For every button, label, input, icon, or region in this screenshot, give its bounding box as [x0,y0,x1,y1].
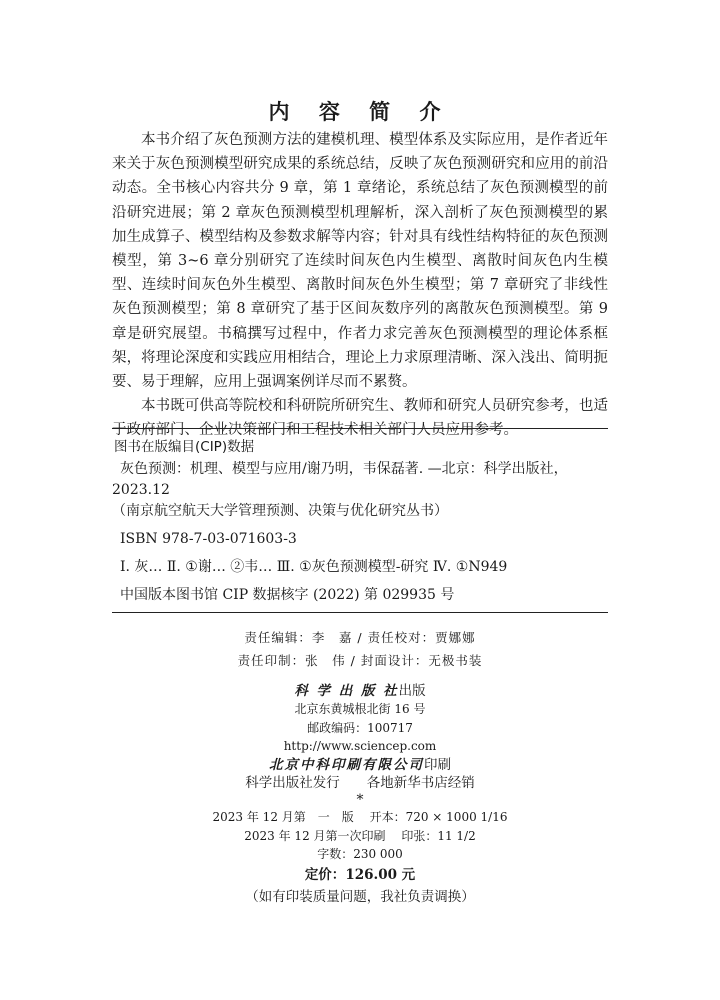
content-summary [112,128,608,443]
distribution-line: 科学出版社发行 各地新华书店经销 [245,775,475,792]
summary-paragraph: 本书既可供高等院校和科研院所研究生、教师和研究人员研究参考，也适于政府部门、企业决策部门和工程技术相关部门人员应用参考。 [112,398,608,439]
separator-star: * [356,792,364,809]
word-count: 字数：230 000 [317,847,403,862]
credits-production: 责任印制：张 伟 / 封面设计：无极书装 [237,653,483,668]
printer-line [0,756,720,774]
publisher-name: 科 学 出 版 社 [294,683,399,699]
price-line [0,864,720,886]
editorial-credits [0,626,720,672]
publisher-line [0,682,720,700]
edition-line: 2023 年 12 月第 一 版 开本：720 × 1000 1/16 [212,810,508,825]
price-label: 定价： [304,866,346,883]
cip-number: 中国版本图书馆 CIP 数据核字 (2022) 第 029935 号 [120,587,455,603]
cip-date-line: 2023.12 [112,482,170,498]
publisher-postcode: 邮政编码：100717 [307,720,413,735]
cip-title-line: 灰色预测：机理、模型与应用/谢乃明，韦保磊著. —北京：科学出版社， [120,461,568,477]
cip-series-line: （南京航空航天大学管理预测、决策与优化研究丛书） [112,503,448,519]
publisher-address: 北京东黄城根北街 16 号 [294,702,426,717]
printing-line: 2023 年 12 月第一次印刷 印张：11 1/2 [244,828,476,843]
publisher-suffix: 出版 [398,683,426,699]
printer-suffix: 印刷 [424,756,451,773]
publication-info [0,682,720,908]
summary-paragraph: 本书介绍了灰色预测方法的建模机理、模型体系及实际应用，是作者近年来关于灰色预测模型研究成果的系统总结，反映了灰色预测研究和应用的前沿动态。全书核心内容共分 9 章，第 1 章绪论，系统总结了灰色预测模型的前沿研究进展；第 2 章灰色预测模型机理解析，深入剖析了灰色预测模型的累加生成算子、模型结构及参数求解等内容；针对具有线性结构特征的灰色预测模型，第 3~6 章分别研究了连续时间灰色内生模型、离散时间灰色内生模型、连续时间灰色外生模型、离散时间灰色外生模型；第 7 章研究了非线性灰色预测模型；第 8 章研究了基于区间灰数序列的离散灰色预测模型。第 9 章是研究展望。书稿撰写过程中，作者力求完善灰色预测模型的理论体系框架，将理论深度和实践应用相结合，理论上力求原理清晰、深入浅出、简明扼要、易于理解，应用上强调案例详尽而不累赘。 [112,132,608,391]
quality-note: （如有印装质量问题，我社负责调换） [245,888,475,905]
page-title: 内 容 简 介 [268,99,452,124]
cip-isbn: ISBN 978-7-03-071603-3 [120,531,297,547]
cip-heading: 图书在版编目(CIP)数据 [114,439,255,455]
price-value: 126.00 元 [345,866,416,883]
publisher-website: http://www.sciencep.com [283,739,437,754]
credits-editors: 责任编辑：李 嘉 / 责任校对：贾娜娜 [244,630,476,645]
cip-block [112,428,608,613]
cip-classification: Ⅰ. 灰… Ⅱ. ①谢… ②韦… Ⅲ. ①灰色预测模型-研究 Ⅳ. ①N949 [120,559,508,575]
printer-name: 北京中科印刷有限公司 [269,756,424,773]
